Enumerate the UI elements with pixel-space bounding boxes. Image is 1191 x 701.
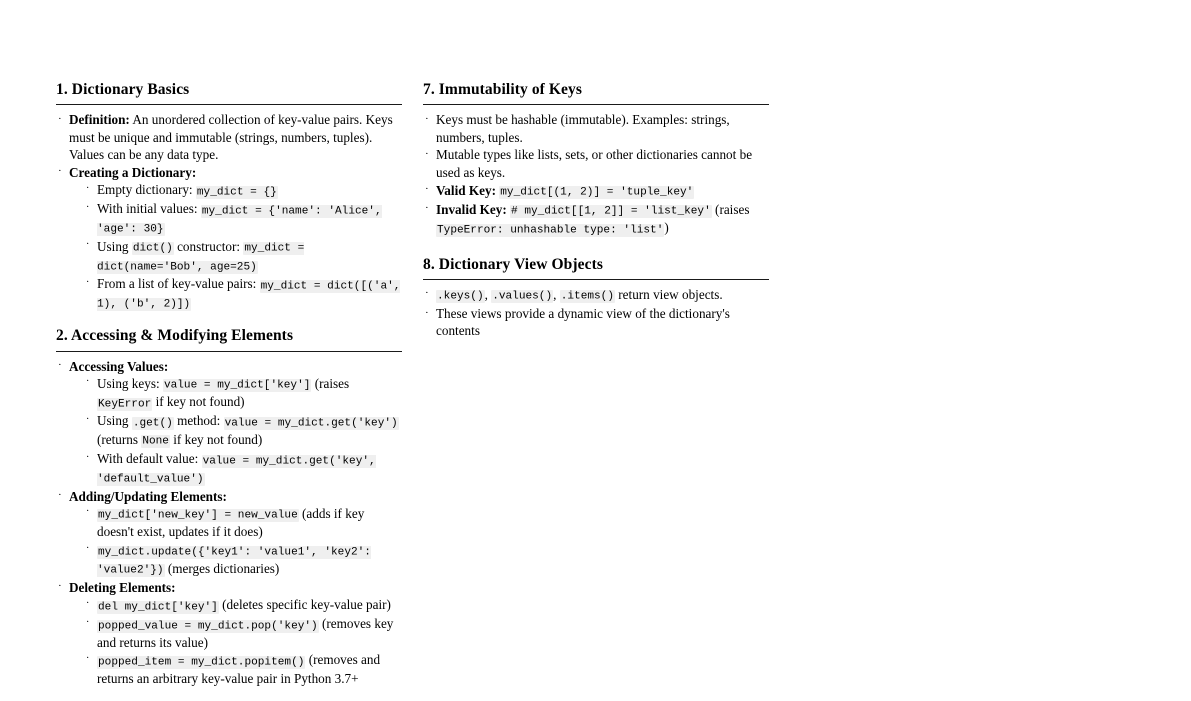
sub-list bbox=[69, 181, 402, 312]
bullet-icon: · bbox=[86, 182, 90, 194]
item-text-post: if key not found) bbox=[169, 431, 263, 447]
section-dictionary-view-objects bbox=[423, 255, 769, 340]
code-snippet: del my_dict['key'] bbox=[98, 601, 218, 613]
item-text-post: (adds if key doesn't exist, updates if it does) bbox=[97, 505, 365, 540]
sub-list bbox=[69, 505, 402, 578]
code-snippet: my_dict.update({'key1': 'value1', 'key2': 'value2'}) bbox=[97, 546, 371, 577]
code-snippet: popped_item = my_dict.popitem() bbox=[98, 656, 305, 669]
bullet-icon: · bbox=[425, 112, 429, 125]
code-snippet: my_dict[(1, 2)] = 'tuple_key' bbox=[500, 186, 694, 199]
code-snippet: my_dict = {'name': 'Alice', 'age': 30} bbox=[97, 205, 382, 236]
code-snippet: # my_dict[[1, 2]] = 'list_key' bbox=[511, 205, 711, 218]
item-text-post: (removes key and returns its value) bbox=[97, 616, 394, 650]
code-snippet: .get() bbox=[132, 417, 173, 430]
item-text: An unordered collection of key-value pairs. Keys must be unique and immutable (strings, numbers, tuples). Values can be any data type. bbox=[69, 112, 393, 162]
list-item bbox=[56, 164, 402, 313]
item-label: Deleting Elements: bbox=[69, 579, 176, 595]
list-item bbox=[84, 412, 402, 449]
bullet-icon: · bbox=[425, 202, 429, 215]
section-list bbox=[423, 286, 769, 340]
section-divider bbox=[56, 351, 402, 352]
item-text-post: (merges dictionaries) bbox=[164, 560, 280, 576]
section-list bbox=[56, 358, 402, 688]
list-item bbox=[423, 305, 769, 340]
list-item bbox=[84, 200, 402, 237]
section-title: 1. Dictionary Basics bbox=[56, 81, 190, 98]
item-text: These views provide a dynamic view of the dictionary's contents bbox=[436, 306, 730, 339]
code-snippet: KeyError bbox=[98, 398, 152, 411]
bullet-icon: · bbox=[58, 489, 62, 502]
item-text-mid: (raises bbox=[711, 201, 750, 217]
bullet-icon: · bbox=[58, 112, 62, 125]
bullet-icon: · bbox=[425, 147, 429, 160]
list-item bbox=[56, 111, 402, 163]
list-item bbox=[84, 651, 402, 687]
item-label: Accessing Values: bbox=[69, 358, 169, 374]
section-divider bbox=[56, 104, 402, 105]
code-snippet: value = my_dict.get('key', 'default_value') bbox=[97, 455, 376, 486]
section-accessing-modifying bbox=[56, 326, 402, 687]
item-label: Definition: bbox=[69, 112, 130, 128]
item-label: Invalid Key: bbox=[436, 201, 507, 217]
code-snippet: None bbox=[142, 435, 169, 448]
section-title: 7. Immutability of Keys bbox=[423, 81, 583, 98]
code-snippet: value = my_dict['key'] bbox=[163, 379, 311, 392]
list-item bbox=[84, 275, 402, 312]
code-snippet: TypeError: unhashable type: 'list' bbox=[437, 224, 664, 237]
item-text-pre: With default value: bbox=[97, 451, 202, 466]
list-item bbox=[423, 146, 769, 181]
item-text-mid: (raises bbox=[311, 375, 350, 391]
list-item bbox=[423, 286, 769, 305]
item-text-post: return view objects. bbox=[614, 286, 723, 302]
list-item bbox=[84, 181, 402, 200]
item-text-pre: Using keys: bbox=[97, 375, 163, 391]
code-snippet: .values() bbox=[492, 290, 553, 303]
list-item bbox=[84, 375, 402, 412]
item-text-post: ) bbox=[664, 220, 669, 236]
item-text-pre: Empty dictionary: bbox=[97, 182, 196, 197]
section-list bbox=[423, 111, 769, 237]
code-snippet: value = my_dict.get('key') bbox=[224, 417, 398, 430]
code-snippet: dict() bbox=[132, 242, 173, 255]
list-item bbox=[84, 505, 402, 541]
code-snippet: my_dict = dict([('a', 1), ('b', 2)]) bbox=[97, 280, 401, 311]
section-divider bbox=[423, 279, 769, 280]
code-snippet: .keys() bbox=[437, 290, 484, 303]
list-item bbox=[56, 579, 402, 687]
section-title: 2. Accessing & Modifying Elements bbox=[56, 327, 294, 345]
list-item bbox=[423, 182, 769, 201]
item-text-post: if key not found) bbox=[152, 394, 245, 410]
item-text-sep: , bbox=[484, 286, 492, 302]
item-text-pre: Using bbox=[97, 413, 132, 429]
code-snippet: my_dict['new_key'] = new_value bbox=[98, 509, 298, 522]
code-snippet: my_dict = {} bbox=[196, 186, 277, 198]
bullet-icon: · bbox=[425, 306, 429, 319]
left-column bbox=[56, 80, 402, 701]
bullet-icon: · bbox=[86, 413, 90, 425]
bullet-icon: · bbox=[58, 165, 62, 178]
item-label: Creating a Dictionary: bbox=[69, 164, 197, 180]
section-divider bbox=[423, 104, 769, 105]
item-text-pre: From a list of key-value pairs: bbox=[97, 276, 260, 292]
item-text-post: (removes and returns an arbitrary key-value pair in Python 3.7+ bbox=[97, 652, 381, 686]
list-item bbox=[84, 541, 402, 578]
bullet-icon: · bbox=[86, 451, 90, 463]
item-text-mid2: (returns bbox=[97, 431, 142, 447]
bullet-icon: · bbox=[58, 580, 62, 593]
list-item bbox=[84, 450, 402, 487]
bullet-icon: · bbox=[86, 597, 90, 609]
list-item bbox=[84, 615, 402, 651]
code-snippet: .items() bbox=[560, 290, 614, 303]
bullet-icon: · bbox=[86, 542, 90, 554]
section-list bbox=[56, 111, 402, 312]
item-text: Mutable types like lists, sets, or other dictionaries cannot be used as keys. bbox=[436, 147, 753, 180]
right-column bbox=[423, 80, 769, 354]
section-dictionary-basics bbox=[56, 80, 402, 312]
bullet-icon: · bbox=[86, 201, 90, 213]
code-snippet: popped_value = my_dict.pop('key') bbox=[98, 620, 318, 633]
section-title: 8. Dictionary View Objects bbox=[423, 255, 603, 273]
item-label: Adding/Updating Elements: bbox=[69, 488, 227, 504]
item-text-pre: With initial values: bbox=[97, 201, 201, 217]
bullet-icon: · bbox=[86, 652, 90, 664]
bullet-icon: · bbox=[58, 359, 62, 372]
list-item bbox=[84, 238, 402, 275]
bullet-icon: · bbox=[86, 506, 90, 518]
item-text-sep: , bbox=[553, 286, 560, 302]
section-immutability-of-keys bbox=[423, 80, 769, 238]
bullet-icon: · bbox=[425, 287, 429, 300]
code-snippet: my_dict = dict(name='Bob', age=25) bbox=[97, 242, 305, 274]
bullet-icon: · bbox=[86, 276, 90, 288]
item-label: Valid Key: bbox=[436, 182, 496, 198]
sub-list bbox=[69, 596, 402, 687]
bullet-icon: · bbox=[86, 376, 90, 388]
bullet-icon: · bbox=[86, 616, 90, 628]
item-text-mid: method: bbox=[173, 413, 224, 429]
list-item bbox=[423, 111, 769, 146]
list-item bbox=[84, 596, 402, 615]
bullet-icon: · bbox=[425, 183, 429, 195]
item-text-post: (deletes specific key-value pair) bbox=[218, 597, 391, 612]
list-item bbox=[56, 358, 402, 487]
list-item bbox=[423, 201, 769, 238]
bullet-icon: · bbox=[86, 239, 90, 251]
list-item bbox=[56, 488, 402, 579]
sub-list bbox=[69, 375, 402, 487]
item-text-pre: Using bbox=[97, 238, 132, 254]
item-text: Keys must be hashable (immutable). Examples: strings, numbers, tuples. bbox=[436, 112, 730, 145]
item-text-mid: constructor: bbox=[173, 238, 244, 254]
